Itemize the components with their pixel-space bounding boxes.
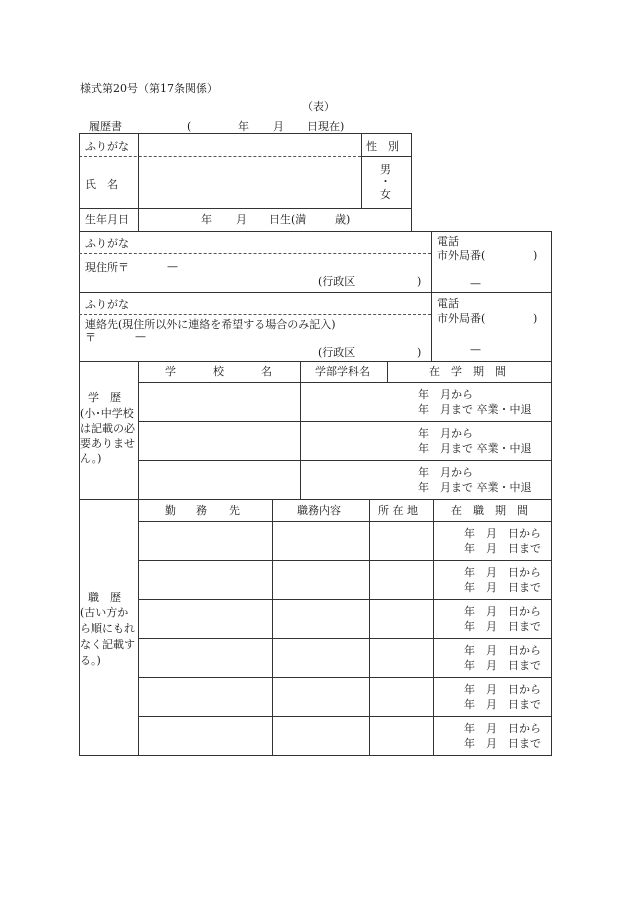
career-header-employer-2: 務 [196,504,207,517]
form-number: 様式第20号（第17条関係） [80,82,218,95]
edu-side-note-4: ん。) [80,452,102,465]
gender-male: 男 [380,163,391,176]
edu-side-note-1: (小･中学校 [80,407,134,420]
birth-day-age: 日生(満 [269,213,307,226]
contact-postal-dash: — [135,330,146,343]
career-side-title: 職 歴 [88,591,121,604]
career-row-4-to: 年 月 日まで [464,659,541,672]
career-row-2-from: 年 月 日から [464,566,541,579]
career-side-note-2: ら順にもれ [80,622,135,635]
career-header-duties: 職務内容 [297,504,341,517]
birth-label: 生年月日 [85,213,129,226]
career-row-1-from: 年 月 日から [464,527,541,540]
name-furigana-label: ふりがな [85,140,129,153]
career-header-employer-3: 先 [229,504,240,517]
name-label: 氏 名 [85,178,118,191]
edu-header-school-2: 校 [213,365,224,378]
contact-postal: 〒 [85,331,96,344]
career-row-3-to: 年 月 日まで [464,620,541,633]
date-day-now: 日現在) [307,120,345,133]
address-furigana-label: ふりがな [85,237,129,250]
contact-area-close: ) [533,312,538,325]
edu-row-1-to: 年 月まで 卒業・中退 [418,403,532,416]
gender-dot: ・ [380,175,391,188]
document-title: 履歴書 [89,120,122,133]
edu-header-dept: 学部学科名 [315,365,370,378]
edu-row-2-to: 年 月まで 卒業・中退 [418,442,532,455]
career-header-period: 在 職 期 間 [451,504,528,517]
edu-row-3-from: 年 月から [418,466,473,479]
birth-year: 年 [201,213,212,226]
edu-row-2-from: 年 月から [418,427,473,440]
side-label: （表） [302,100,335,113]
contact-area-code: 市外局番( [437,312,486,325]
contact-label: 連絡先(現住所以外に連絡を希望する場合のみ記入) [85,318,336,331]
date-open: ( [187,120,192,133]
edu-header-school-1: 学 [165,365,176,378]
edu-side-note-3: 要ありませ [80,437,135,450]
career-row-3-from: 年 月 日から [464,605,541,618]
career-row-2-to: 年 月 日まで [464,581,541,594]
address-phone-label: 電話 [437,235,459,248]
career-side-note-4: る。) [80,654,101,667]
career-side-note-3: なく記載す [80,638,135,651]
address-ward-close: ) [417,275,422,288]
address-label: 現住所〒 [85,261,129,274]
edu-row-1-from: 年 月から [418,388,473,401]
address-area-code: 市外局番( [437,249,486,262]
contact-furigana-label: ふりがな [85,298,129,311]
date-year: 年 [238,120,249,133]
gender-female: 女 [380,188,391,201]
career-header-employer-1: 勤 [165,504,176,517]
career-row-6-from: 年 月 日から [464,722,541,735]
address-ward: (行政区 [318,275,356,288]
edu-side-note-2: は記載の必 [80,422,135,435]
career-side-note-1: (古い方か [80,606,129,619]
edu-row-3-to: 年 月まで 卒業・中退 [418,481,532,494]
career-row-5-to: 年 月 日まで [464,698,541,711]
address-phone-dash: — [470,277,481,290]
career-row-5-from: 年 月 日から [464,683,541,696]
birth-age-unit: 歳) [335,213,351,226]
contact-phone-dash: — [470,343,481,356]
contact-ward-close: ) [417,346,422,359]
contact-phone-label: 電話 [437,297,459,310]
edu-header-school-3: 名 [261,365,272,378]
gender-header: 性 別 [366,140,399,153]
birth-month: 月 [236,213,247,226]
address-area-close: ) [533,249,538,262]
edu-header-period: 在 学 期 間 [429,365,506,378]
address-postal-dash: — [167,260,178,273]
career-row-6-to: 年 月 日まで [464,737,541,750]
career-header-location: 所 在 地 [378,504,418,517]
edu-side-title: 学 歴 [88,391,121,404]
date-month: 月 [273,120,284,133]
contact-ward: (行政区 [318,346,356,359]
career-row-4-from: 年 月 日から [464,644,541,657]
career-row-1-to: 年 月 日まで [464,542,541,555]
